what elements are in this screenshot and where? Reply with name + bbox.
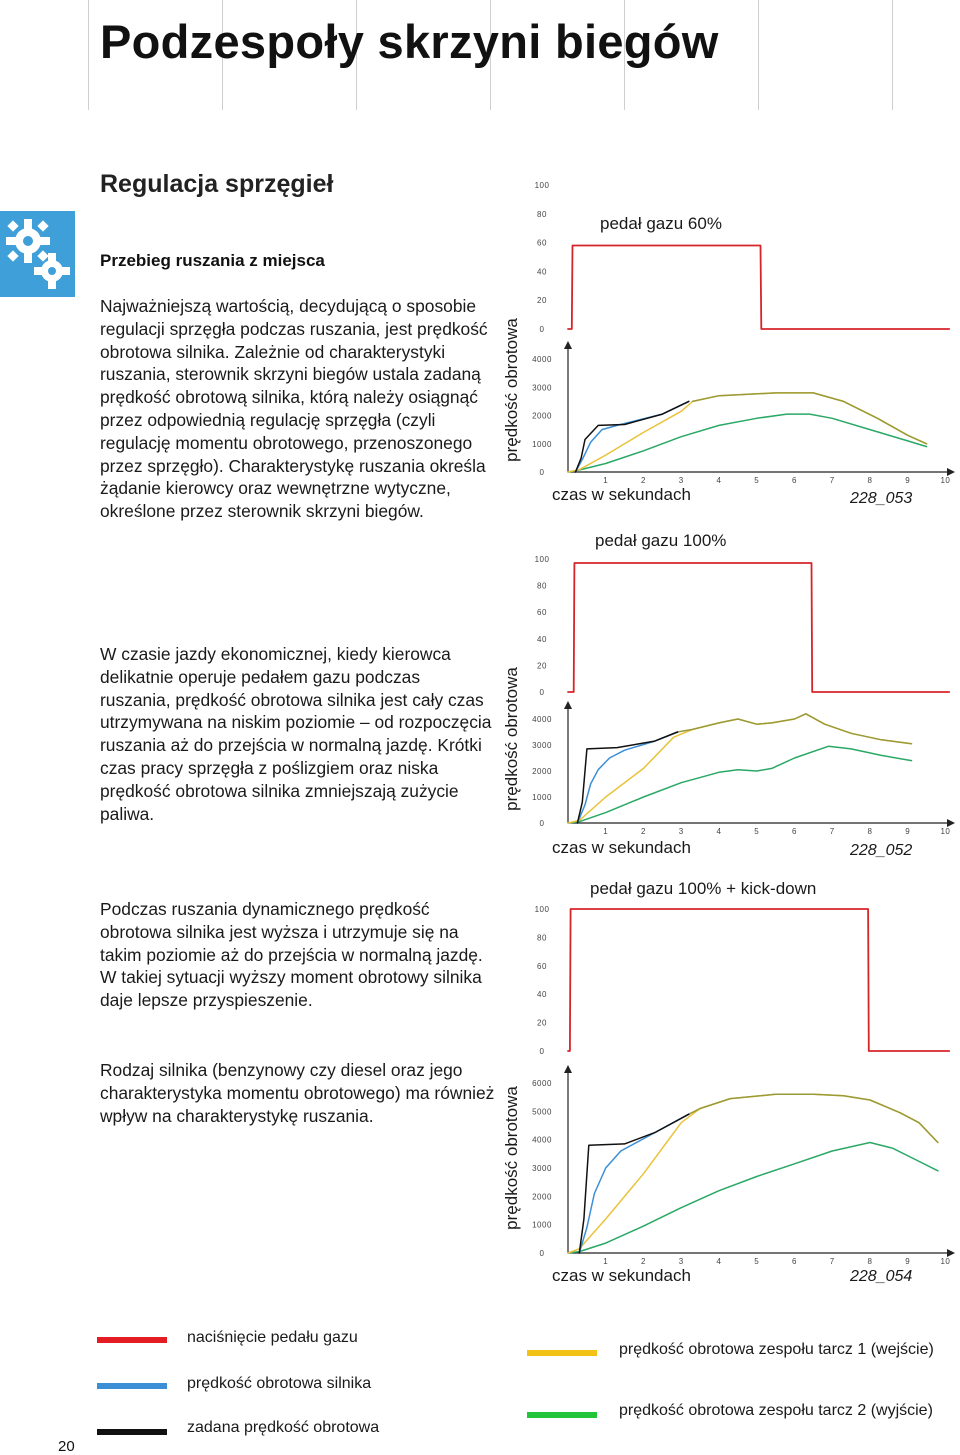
chart-pedal-60 [490,170,960,510]
figure-id: 228_053 [850,490,913,507]
x-tick-label: 7 [829,1257,835,1266]
legend-swatch-disc1 [527,1350,597,1356]
x-axis-arrow [947,819,955,827]
rpm-tick-label: 6000 [532,1079,552,1088]
top-rule-1 [88,0,89,110]
x-tick-label: 3 [678,1257,684,1266]
pedal-tick-label: 80 [537,581,547,591]
rpm-tick-label: 5000 [532,1107,552,1117]
paragraph-2: W czasie jazdy ekonomicznej, kiedy kierowca delikatnie operuje pedałem gazu podczas ruszania, prędkość obrotowa silnika jest cały czas utrzymywana na niskim poziomie – od rozpoczęcia ruszania aż do przejścia w normalną jazdę. Krótki czas pracy sprzęgła z poślizgiem oraz niska prędkość obrotowa silnika zmniejszają zużycie paliwa. [100,644,492,824]
page-title: Podzespoły skrzyni biegów [100,15,719,68]
series-line-disc1 [568,1094,938,1253]
x-tick-label: 6 [791,827,797,836]
x-tick-label: 9 [905,476,911,485]
section-title: Regulacja sprzęgieł [100,170,334,198]
pedal-tick-label: 100 [534,181,550,190]
top-rule-6 [758,0,759,110]
x-tick-label: 10 [940,827,951,836]
rpm-tick-label: 4000 [532,355,552,364]
x-axis-label: czas w sekundach [552,838,691,857]
y-axis-arrow [564,701,572,709]
rpm-tick-label: 2000 [532,1192,552,1202]
x-tick-label: 2 [641,827,646,836]
series-line-olive [678,714,912,744]
page-number: 20 [58,1438,75,1455]
series-line-pedal [568,909,949,1051]
pedal-tick-label: 20 [537,661,547,671]
pedal-tick-label: 80 [537,933,547,943]
pedal-tick-label: 60 [537,608,547,618]
x-tick-label: 5 [754,827,760,836]
rpm-tick-label: 1000 [532,439,552,449]
y-axis-label: prędkość obrotowa [502,318,521,462]
top-rule-7 [892,0,893,110]
rpm-tick-label: 0 [539,1249,545,1258]
pedal-tick-label: 0 [539,688,545,697]
gear-icon [0,211,75,297]
x-tick-label: 6 [791,1257,797,1266]
rpm-tick-label: 1000 [532,1220,552,1230]
x-tick-label: 1 [603,827,609,836]
legend-label-disc2: prędkość obrotowa zespołu tarcz 2 (wyjście) [619,1402,933,1419]
x-tick-label: 5 [754,476,760,485]
paragraph-1: Najważniejszą wartością, decydującą o sposobie regulacji sprzęgła podczas ruszania, jest prędkość obrotowa silnika. Zależnie od charakterystyki ruszania, sterownik skrzyni biegów ustala zadaną prędkość obrotową silnika, którą należy osiągnąć przez odpowiednią regulację sprzęgła (czyli regulację momentu obrotowego, przenoszonego przez sprzęgło). Charakterystykę ruszania określa żądanie kierowcy oraz wewnętrzne wytyczne, określone przez sterownik skrzyni biegów. [100,296,488,522]
x-axis-arrow [947,1249,955,1257]
chart-pedal-100 [490,528,960,868]
x-tick-label: 8 [867,1257,873,1266]
x-tick-label: 3 [678,827,684,836]
pedal-tick-label: 0 [539,325,545,334]
legend-swatch-pedal [97,1337,167,1343]
plot-area [532,905,955,1266]
y-axis-arrow [564,341,572,349]
rpm-tick-label: 4000 [532,715,552,724]
pedal-tick-label: 20 [537,296,547,306]
x-axis-label: czas w sekundach [552,485,691,504]
legend-swatch-target-speed [97,1429,167,1435]
rpm-tick-label: 1000 [532,793,552,802]
x-axis-label: czas w sekundach [552,1266,691,1285]
legend-label-pedal: naciśnięcie pedału gazu [187,1329,358,1346]
x-tick-label: 4 [716,827,722,836]
legend-label-engine-speed: prędkość obrotowa silnika [187,1375,372,1392]
rpm-tick-label: 4000 [532,1135,552,1145]
rpm-tick-label: 2000 [532,767,552,776]
y-axis-label: prędkość obrotowa [502,667,521,811]
pedal-tick-label: 60 [537,961,547,971]
x-tick-label: 7 [829,827,835,836]
x-tick-label: 6 [791,476,797,485]
series-line-olive [689,1094,938,1142]
series-line-target [576,401,689,472]
legend-swatch-engine-speed [97,1383,167,1389]
gear-icon-box [0,211,75,297]
x-tick-label: 10 [940,1257,951,1266]
x-tick-label: 4 [716,1257,722,1266]
pedal-tick-label: 40 [537,634,547,644]
series-line-engine [576,401,689,472]
pedal-tick-label: 40 [537,990,547,1000]
chart-title: pedał gazu 60% [600,214,722,233]
rpm-tick-label: 3000 [532,383,552,393]
rpm-tick-label: 3000 [532,741,552,750]
pedal-tick-label: 80 [537,209,547,219]
plot-area [532,555,955,836]
rpm-tick-label: 2000 [532,411,552,421]
pedal-tick-label: 20 [537,1018,547,1028]
x-tick-label: 5 [754,1257,760,1266]
x-tick-label: 2 [641,1257,646,1266]
legend-label-target-speed: zadana prędkość obrotowa [187,1419,380,1436]
pedal-tick-label: 100 [534,555,550,564]
pedal-tick-label: 100 [534,905,550,914]
legend-label-disc1: prędkość obrotowa zespołu tarcz 1 (wejście) [619,1341,934,1358]
legend-swatch-disc2 [527,1412,597,1418]
rpm-tick-label: 3000 [532,1164,552,1173]
x-tick-label: 1 [603,476,609,485]
x-tick-label: 7 [829,476,835,485]
series-line-pedal [568,563,949,692]
y-axis-label: prędkość obrotowa [502,1086,521,1230]
chart-title: pedał gazu 100% [595,531,727,550]
x-tick-label: 1 [603,1257,609,1266]
pedal-tick-label: 40 [537,267,547,277]
figure-id: 228_052 [850,842,913,859]
pedal-tick-label: 60 [537,238,547,248]
x-tick-label: 9 [905,1257,911,1266]
subsection-title: Przebieg ruszania z miejsca [100,251,325,270]
plot-area [532,181,955,485]
paragraph-4: Rodzaj silnika (benzynowy czy diesel oraz jego charakterystyka momentu obrotowego) ma również wpływ na charakterystykę ruszania. [100,1060,495,1126]
x-tick-label: 3 [678,476,684,485]
series-line-pedal [568,246,949,330]
figure-id: 228_054 [850,1268,913,1285]
series-line-disc2 [568,414,927,472]
series-line-disc1 [568,393,927,472]
x-axis-arrow [947,468,955,476]
chart-title: pedał gazu 100% + kick-down [590,879,817,898]
pedal-tick-label: 0 [539,1047,545,1056]
y-axis-arrow [564,1065,572,1073]
rpm-tick-label: 0 [539,819,545,828]
x-tick-label: 8 [867,827,873,836]
x-tick-label: 2 [641,476,646,485]
x-tick-label: 4 [716,476,722,485]
chart-kickdown [490,876,960,1286]
paragraph-3: Podczas ruszania dynamicznego prędkość obrotowa silnika jest wyższa i utrzymuje się na takim poziomie aż do przejścia w normalną jazdę. W takiej sytuacji wyższy moment obrotowy silnika daje lepsze przyspieszenie. [100,899,483,1011]
x-tick-label: 10 [940,476,951,485]
series-line-disc2 [568,746,912,823]
x-tick-label: 8 [867,476,873,485]
x-tick-label: 9 [905,827,911,836]
rpm-tick-label: 0 [539,468,545,477]
